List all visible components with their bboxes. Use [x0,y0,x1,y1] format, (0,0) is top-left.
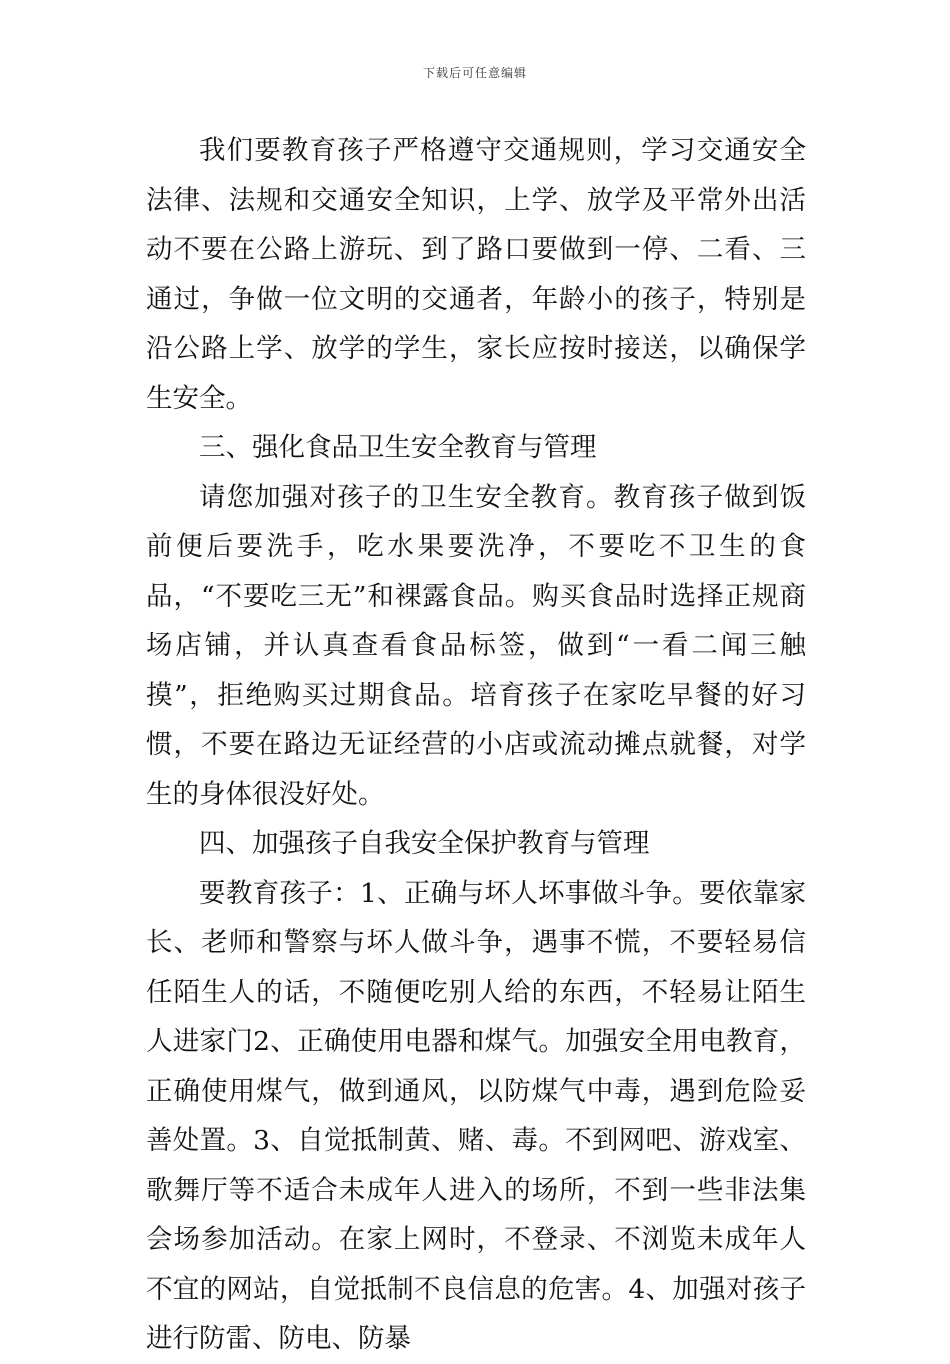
header-note: 下载后可任意编辑 [422,66,527,80]
paragraph-traffic-safety: 我们要教育孩子严格遵守交通规则，学习交通安全法律、法规和交通安全知识，上学、放学及平常外出活动不要在公路上游玩、到了路口要做到一停、二看、三通过，争做一位文明的交通者，年龄小的孩子，特别是沿公路上学、放学的学生，家长应按时接送，以确保学生安全。 [146,135,806,414]
paragraph-self-protection: 要教育孩子：1、正确与坏人坏事做斗争。要依靠家长、老师和警察与坏人做斗争，遇事不慌，不要轻易信任陌生人的话，不随便吃别人给的东西，不轻易让陌生人进家门2、正确使用电器和煤气。加强安全用电教育，正确使用煤气，做到通风，以防煤气中毒，遇到危险妥善处置。3、自觉抵制黄、赌、毒。不到网吧、游戏室、歌舞厅等不适合未成年人进入的场所，不到一些非法集会场参加活动。在家上网时，不登录、不浏览未成年人不宜的网站，自觉抵制不良信息的危害。4、加强对孩子进行防雷、防电、防暴 [146,877,806,1354]
paragraph-food-safety: 请您加强对孩子的卫生安全教育。教育孩子做到饭前便后要洗手，吃水果要洗净，不要吃不卫生的食品，“不要吃三无”和裸露食品。购买食品时选择正规商场店铺，并认真查看食品标签，做到“一看二闻三触摸”，拒绝购买过期食品。培育孩子在家吃早餐的好习惯，不要在路边无证经营的小店或流动摊点就餐，对学生的身体很没好处。 [146,481,806,810]
section-heading-self-protection: 四、加强孩子自我安全保护教育与管理 [199,828,650,859]
section-heading-food-safety: 三、强化食品卫生安全教育与管理 [199,432,597,463]
document-body [146,126,806,1364]
